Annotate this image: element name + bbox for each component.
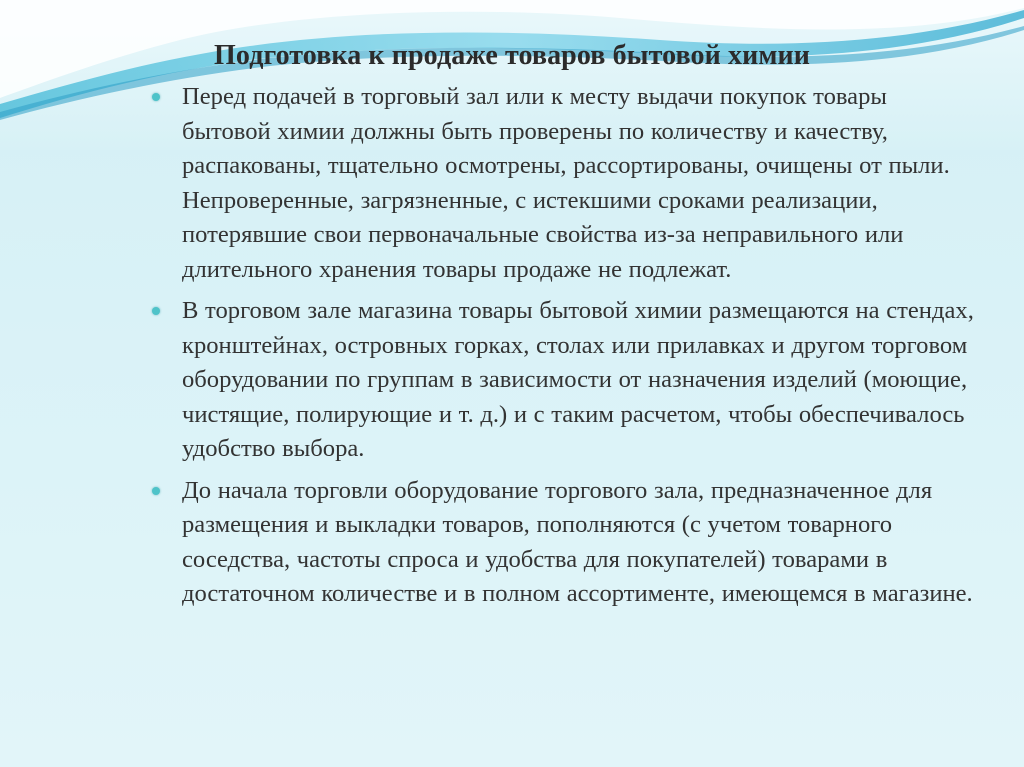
bullet-text: В торговом зале магазина товары бытовой химии размещаются на стендах, кронштейнах, островных горках, столах или прилавках и другом торговом оборудовании по группам в зависимости от назначения изделий (моющие, чистящие, полирующие и т. д.) и с таким расчетом, чтобы обеспечивалось удобство выбора. bbox=[182, 297, 974, 462]
bullet-text: Перед подачей в торговый зал или к месту выдачи покупок товары бытовой химии должны быть проверены по количеству и качеству, распакованы, тщательно осмотрены, рассортированы, очищены от пыли. Непроверенные, загрязненные, с истекшими сроками реализации, потерявшие свои первоначальные свойства из-за неправильного или длительного хранения товары продаже не подлежат. bbox=[182, 83, 950, 283]
bullet-item bbox=[150, 80, 980, 287]
bullet-dot-icon bbox=[152, 93, 160, 101]
bullet-dot-icon bbox=[152, 307, 160, 315]
bullet-dot-icon bbox=[152, 487, 160, 495]
bullet-text: До начала торговли оборудование торгового зала, предназначенное для размещения и выкладки товаров, пополняются (с учетом товарного соседства, частоты спроса и удобства для покупателей) товарами в достаточном количестве и в полном ассортименте, имеющемся в магазине. bbox=[182, 476, 973, 607]
bullet-item bbox=[150, 294, 980, 467]
bullet-item bbox=[150, 474, 980, 612]
bullet-list bbox=[150, 80, 980, 619]
slide-title: Подготовка к продаже товаров бытовой химии bbox=[214, 40, 810, 71]
